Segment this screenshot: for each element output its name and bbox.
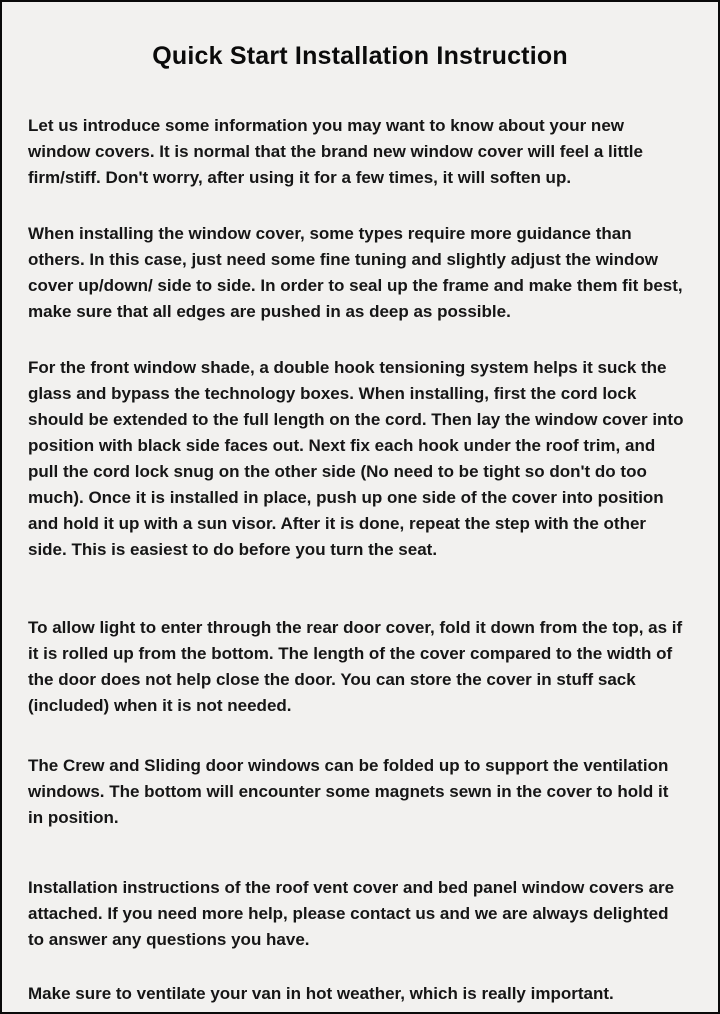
page-title: Quick Start Installation Instruction	[152, 42, 568, 70]
paragraph-installing-guidance: When installing the window cover, some types require more guidance than others. In this case, just need some fine tuning and slightly adjust the window cover up/down/ side to side. In order to seal up the frame and make them fit best, make sure that all edges are pushed in as deep as possible.	[28, 224, 683, 321]
paragraph-intro-window-covers: Let us introduce some information you may want to know about your new window covers. It is normal that the brand new window cover will feel a little firm/stiff. Don't worry, after using it for a few times, it will soften up.	[28, 116, 643, 187]
paragraph-roof-vent-bed-panel: Installation instructions of the roof vent cover and bed panel window covers are attached. If you need more help, please contact us and we are always delighted to answer any questions you have.	[28, 878, 675, 949]
paragraph-front-window-shade: For the front window shade, a double hook tensioning system helps it suck the glass and bypass the technology boxes. When installing, first the cord lock should be extended to the full length on the cord. Then lay the window cover into position with black side faces out. Next fix each hook under the roof trim, and pull the cord lock snug on the other side (No need to be tight so don't do too much). Once it is installed in place, push up one side of the cover into position and hold it up with a sun visor. After it is done, repeat the step with the other side. This is easiest to do before you turn the seat.	[28, 358, 684, 559]
paragraph-rear-door-cover: To allow light to enter through the rear door cover, fold it down from the top, as if it is rolled up from the bottom. The length of the cover compared to the width of the door does not help close the door. You can store the cover in stuff sack (included) when it is not needed.	[28, 618, 683, 715]
paragraph-ventilate-warning: Make sure to ventilate your van in hot weather, which is really important.	[28, 984, 614, 1003]
paragraph-crew-sliding-door: The Crew and Sliding door windows can be folded up to support the ventilation windows. The bottom will encounter some magnets sewn in the cover to hold it in position.	[28, 756, 669, 827]
